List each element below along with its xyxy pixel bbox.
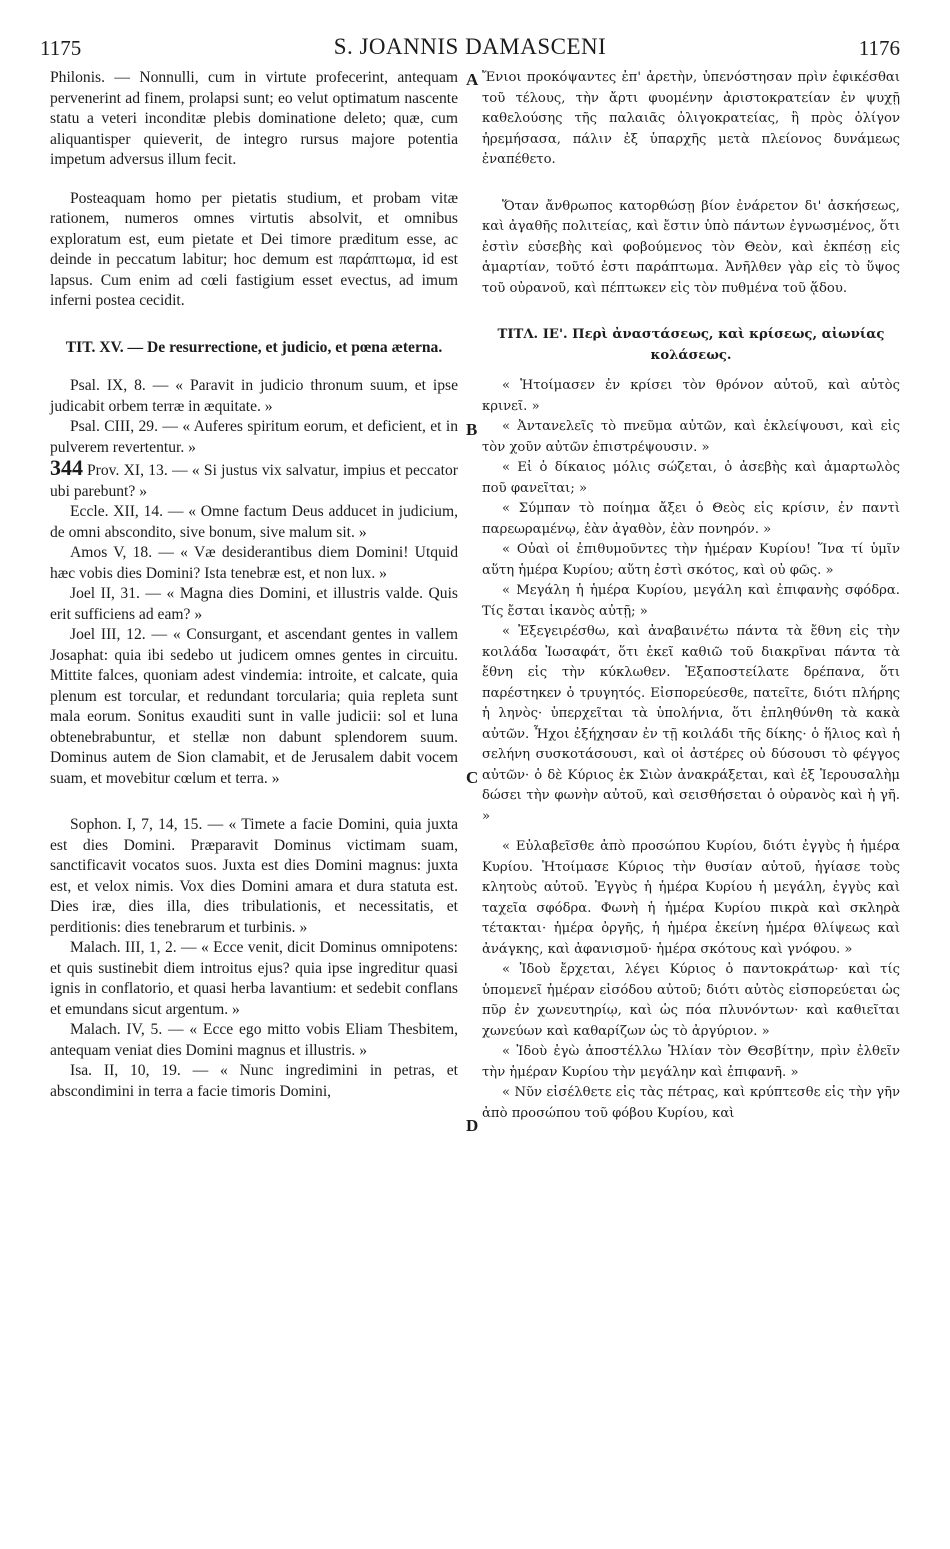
column-number-mark: 344 (50, 455, 83, 480)
greek-quotation: « Ἡτοίμασεν ἐν κρίσει τὸν θρόνον αὐτοῦ, καὶ αὐτὸς κρινεῖ. » (482, 378, 900, 414)
latin-paragraph: Posteaquam homo per pietatis studium, et probam vitæ rationem, numeros omnes virtutis absolvit, et omnibus exploratum est, eum pietate et Dei timore præditum esse, ac deinde in peccatum labitur; hoc demum est παράπτωμα, id est lapsus. Cum enim ad cœli fastigium esset evectus, ad imum inferni postea cecidit. (50, 189, 458, 309)
margin-letter-c: C (466, 768, 479, 787)
greek-quotation: « Ἐξεγειρέσθω, καὶ ἀναβαινέτω πάντα τὰ ἔθνη εἰς τὴν κοιλάδα Ἰωσαφάτ, ὅτι ἐκεῖ καθιῶ τοῦ διακρῖναι πάντα τὰ ἔθνη εἰς τὴν κύκλωθεν. Ἐξαποστείλατε δρέπανα, ὅτι παρέστηκεν ὁ τρυγητός. Εἰσπορεύεσθε, πατεῖτε, διότι πλήρης ἡ ληνὸς· ὑπερχεῖται τὰ ὑπολήνια, ὅτι ἐπληθύνθη τὰ κακὰ αὐτῶν. Ἦχοι ἐξήχησαν ἐν τῇ κοιλάδι τῆς δίκης· ὁ ἥλιος καὶ ἡ σελήνη συσκοτάσουσι, καὶ οἱ ἀστέρες οὐ δύσουσι τὸ φέγγος αὐτῶν· ὁ δὲ Κύριος ἐκ Σιὼν ἀνακράξεται, καὶ ἐξ Ἱερουσαλὴμ δώσει τὴν φωνὴν αὐτοῦ, καὶ σεισθήσεται ὁ οὐρανὸς καὶ ἡ γῆ. » (482, 624, 900, 824)
margin-letter-d: D (466, 1116, 479, 1135)
greek-quotation: « Νῦν εἰσέλθετε εἰς τὰς πέτρας, καὶ κρύπτεσθε εἰς τὴν γῆν ἀπὸ προσώπου τοῦ φόβου Κυρίου, καὶ (482, 1085, 900, 1121)
latin-quotation: Joel II, 31. — « Magna dies Domini, et illustris valde. Quis erit sufficiens ad eam? » (50, 585, 458, 623)
latin-quotation: Amos V, 18. — « Væ desiderantibus diem Domini! Utquid hæc vobis dies Domini? Ista tenebræ est, et non lux. » (50, 544, 458, 582)
greek-quotation: « Σύμπαν τὸ ποίημα ἄξει ὁ Θεὸς εἰς κρίσιν, ἐν παντὶ παρεωραμένῳ, ἐὰν ἀγαθὸν, ἐὰν πονηρόν. » (482, 501, 900, 537)
greek-column (482, 68, 900, 1124)
greek-section-title: ΤΙΤΛ. ΙΕ'. Περὶ ἀναστάσεως, καὶ κρίσεως, αἰωνίας κολάσεως. (497, 327, 885, 363)
latin-paragraph: Philonis. — Nonnulli, cum in virtute profecerint, antequam pervenerint ad finem, prolapsi sunt; eo velut optimatum nascente statu a veteri inconditæ plebis dominatione deleto; quæ, cum aliquantisper quieverit, de integro rursus majore potentia impetum adversus illum fecit. (50, 69, 458, 168)
greek-quotation: « Μεγάλη ἡ ἡμέρα Κυρίου, μεγάλη καὶ ἐπιφανὴς σφόδρα. Τίς ἔσται ἱκανὸς αὐτῇ; » (482, 583, 900, 619)
greek-quotation: « Ἀντανελεῖς τὸ πνεῦμα αὐτῶν, καὶ ἐκλείψουσι, καὶ εἰς τὸν χοῦν αὐτῶν ἐπιστρέψουσιν. » (482, 419, 900, 455)
greek-quotation: « Ἰδοὺ ἐγὼ ἀποστέλλω Ἠλίαν τὸν Θεσβίτην, πρὶν ἐλθεῖν τὴν ἡμέραν Κυρίου τὴν μεγάλην καὶ ἐπιφανῆ. » (482, 1044, 900, 1080)
latin-quotation: Joel III, 12. — « Consurgant, et ascendant gentes in vallem Josaphat: quia ibi sedebo ut judicem omnes gentes in circuitu. Mittite falces, quoniam adest vindemia: introite, et calcate, quia plenum est torcular, et redundant torcularia; quia repleta sunt mala eorum. Sonitus exauditi sunt in valle judicii: sol et luna obtenebrabuntur, et stellæ non dabunt splendorem suum. Dominus autem de Sion clamabit, et de Jerusalem dabit vocem suam, et movebitur cœlum et terra. » (50, 626, 458, 787)
greek-quotation: « Εἰ ὁ δίκαιος μόλις σώζεται, ὁ ἀσεβὴς καὶ ἁμαρτωλὸς ποῦ φανεῖται; » (482, 460, 900, 496)
greek-quotation: « Εὐλαβεῖσθε ἀπὸ προσώπου Κυρίου, διότι ἐγγὺς ἡ ἡμέρα Κυρίου. Ἡτοίμασε Κύριος τὴν θυσίαν αὐτοῦ, ἡγίασε τοὺς κλητοὺς αὐτοῦ. Ἐγγὺς ἡ ἡμέρα Κυρίου ἡ μεγάλη, ἐγγὺς καὶ ταχεῖα σφόδρα. Φωνὴ ἡ ἡμέρα Κυρίου πικρὰ καὶ σκληρὰ τέτακται· ἡμέρα ὀργῆς, ἡ ἡμέρα ἐκείνη ἡμέρα θλίψεως καὶ ἀνάγκης, καὶ ἀφανισμοῦ· ἡμέρα σκότους καὶ γνόφου. » (482, 839, 900, 957)
latin-quotation-text: Prov. XI, 13. — « Si justus vix salvatur, impius et peccator ubi parebunt? » (50, 462, 458, 500)
latin-quotation: Isa. II, 10, 19. — « Nunc ingredimini in petras, et abscondimini in terra a facie timoris Domini, (50, 1062, 458, 1100)
latin-column (50, 68, 458, 1102)
latin-quotation: Eccle. XII, 14. — « Omne factum Deus adducet in judicium, de omni abscondito, sive bonum, sive malum sit. » (50, 503, 458, 541)
running-title: S. JOANNIS DAMASCENI (333, 34, 607, 59)
latin-quotation: Malach. IV, 5. — « Ecce ego mitto vobis Eliam Thesbitem, antequam veniat dies Domini magnus et illustris. » (50, 1021, 458, 1059)
latin-quotation: Sophon. I, 7, 14, 15. — « Timete a facie Domini, quia juxta est dies Domini. Præparavit Dominus victimam suam, sanctificavit vocatos suos. Juxta est dies Domini magnus: juxta est, et velox nimis. Vox dies Domini amara et dura statuta est. Dies iræ, dies illa, dies tribulationis, et necessitatis, et perditionis: dies tenebrarum et turbinis. » (50, 816, 458, 936)
page-header (40, 26, 900, 64)
latin-quotation: Psal. CIII, 29. — « Auferes spiritum eorum, et deficient, et in pulverem revertentur. » (50, 418, 458, 456)
greek-paragraph: Ὅταν ἄνθρωπος κατορθώσῃ βίον ἐνάρετον δι' ἀσκήσεως, καὶ ἀγαθῆς πολιτείας, καὶ ἔστιν ὑπὸ πάντων ἐγνωσμένος, ὅτι ἐστὶν εὐσεβὴς καὶ φοβούμενος τὸν Θεὸν, καὶ ἐκπέσῃ εἰς ἁμαρτίαν, τοῦτό ἐστι παράπτωμα. Ἀνῆλθεν γὰρ εἰς τὸ ὕψος τοῦ οὐρανοῦ, καὶ πέπτωκεν εἰς τὸν πυθμένα τοῦ ᾅδου. (482, 198, 900, 296)
greek-quotation: « Ἰδοὺ ἔρχεται, λέγει Κύριος ὁ παντοκράτωρ· καὶ τίς ὑπομενεῖ ἡμέραν εἰσόδου αὐτοῦ; διότι αὐτὸς εἰσπορεύεται ὡς πῦρ ἐν χωνευτηρίῳ, καὶ ὡς πόα πλυνόντων· καὶ καθιεῖται χωνεύων καὶ καθαρίζων ὡς τὸ ἀργύριον. » (482, 962, 900, 1039)
margin-letter-b: B (466, 420, 478, 439)
page-number-right: 1176 (858, 36, 900, 60)
page-number-left: 1175 (40, 36, 82, 60)
latin-quotation: Psal. IX, 8. — « Paravit in judicio thronum suum, et ipse judicabit orbem terræ in æquitate. » (50, 377, 458, 415)
margin-letter-a: A (466, 70, 479, 89)
greek-paragraph: Ἔνιοι προκόψαντες ἐπ' ἀρετὴν, ὑπενόστησαν πρὶν ἐφικέσθαι τοῦ τέλους, τὴν ἄρτι φυομένην ἀριστοκρατείαν ἐν ψυχῇ καθελούσης τῆς παλαιᾶς ὀλιγοκρατείας, ἣ πρὸς ὀλίγον ἠρεμήσασα, πάλιν ἐξ ὑπαρχῆς μετὰ πλείονος δυνάμεως ἐναπέθετο. (482, 70, 900, 167)
latin-quotation: Malach. III, 1, 2. — « Ecce venit, dicit Dominus omnipotens: et quis sustinebit diem introitus ejus? quia ipse ingreditur quasi ignis in conflatorio, et quasi herba lavantium: et sedebit conflans et emundans sicut argentum. » (50, 939, 458, 1018)
latin-section-title: TIT. XV. — De resurrectione, et judicio, et pœna æterna. (65, 338, 443, 356)
greek-quotation: « Οὐαὶ οἱ ἐπιθυμοῦντες τὴν ἡμέραν Κυρίου! Ἵνα τί ὑμῖν αὕτη ἡμέρα Κυρίου; αὕτη ἐστὶ σκότος, καὶ οὐ φῶς. » (482, 542, 900, 578)
latin-quotation (50, 455, 458, 502)
